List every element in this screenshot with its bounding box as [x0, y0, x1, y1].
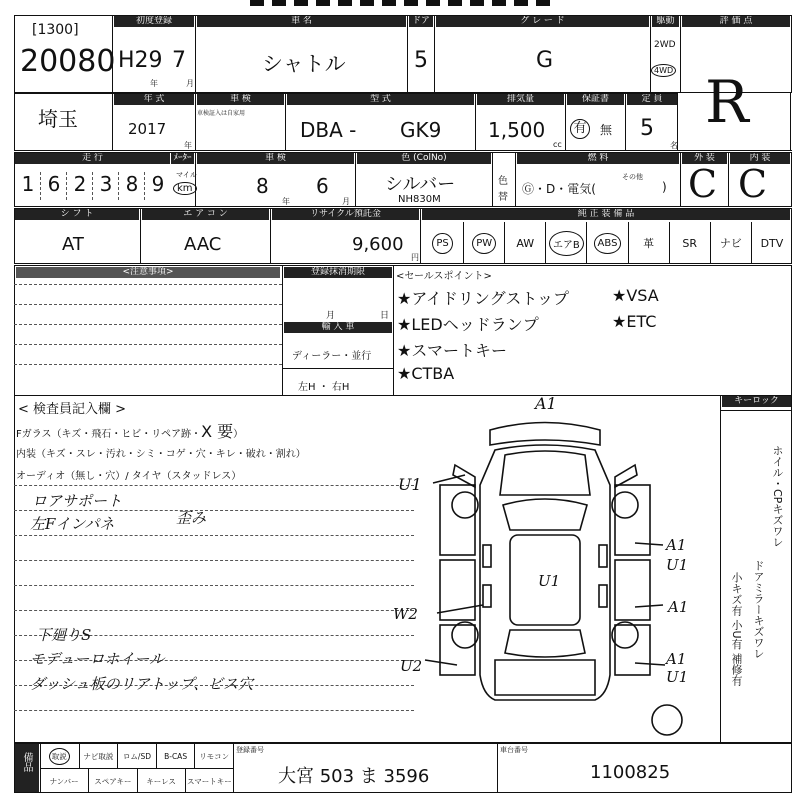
mileage-digit: 3: [94, 172, 119, 200]
capacity-header: 定 員: [627, 94, 677, 105]
car-name: シャトル: [262, 52, 346, 76]
first-reg-era: H29: [118, 48, 163, 73]
shift-header: シ フ ト: [15, 209, 139, 220]
score: R: [705, 68, 749, 136]
diagram-mark-front: A1: [535, 394, 557, 413]
recycle: 9,600: [352, 234, 404, 255]
fuel-other: その他: [622, 173, 643, 181]
inspection-expiry-header: 車 検: [197, 153, 354, 164]
top-title-fragment: [250, 0, 550, 6]
inspection-header: 車 検: [197, 94, 284, 105]
bottom-item: スマートキー: [185, 769, 233, 793]
diagram-mark-roof: U1: [538, 572, 561, 590]
drive-4wd: 4WD: [651, 64, 676, 77]
equipment-item: PW: [463, 222, 504, 264]
diagram-mark-right-bottom-a: A1: [666, 650, 687, 668]
inspection-note: 車検証入は自家用: [197, 110, 246, 117]
diagram-mark-left-front: U1: [398, 475, 422, 494]
cert-no: 無: [600, 123, 613, 137]
keylock-col-1: ホイル・CPキズワレ: [771, 445, 784, 548]
equipment-item: ABS: [586, 222, 627, 264]
keylock-col-2: ドアミラーキズワレ: [752, 560, 765, 659]
bottom-items-row1: [40, 744, 233, 768]
capacity: 5: [640, 116, 654, 141]
drive-header: 駆動: [652, 16, 679, 27]
recycle-header: リサイクル預託金: [272, 209, 419, 220]
fuel-header: 燃 料: [517, 153, 679, 164]
diagram-mark-left-bottom: U2: [400, 657, 423, 675]
handwritten-bracket: 歪み: [176, 509, 207, 527]
score-header: 評 価 点: [682, 16, 790, 27]
first-reg-month-unit: 月: [186, 79, 194, 88]
cert-header: 保証書: [567, 94, 624, 105]
color: シルバー: [385, 174, 456, 195]
equipment-item: AW: [504, 222, 545, 264]
mileage-digit: 9: [151, 172, 165, 196]
import-dealer: ディーラー・並行: [292, 351, 372, 362]
handwritten-note-3: 下廻りS: [36, 626, 92, 644]
recycle-unit: 円: [411, 253, 419, 262]
equipment-item: エアB: [545, 222, 586, 264]
handwritten-note-4: モデューロホイール: [30, 650, 165, 668]
mileage-unit-km: km: [173, 182, 197, 195]
model-year-header: 年 式: [114, 94, 194, 105]
fuel-options: Ⓖ・D・電気(: [522, 182, 596, 196]
displacement-header: 排気量: [477, 94, 564, 105]
mileage-header: 走 行: [15, 153, 170, 164]
color-header: 色 (ColNo): [357, 153, 491, 164]
lot-number: 20080: [20, 44, 116, 79]
bottom-item: 取説: [40, 744, 79, 768]
inspector-line1: Fガラス（キズ・飛石・ヒビ・リペア跡・X 要）: [16, 422, 244, 441]
diagram-mark-right-front-u: U1: [666, 556, 689, 574]
fuel-close: ): [662, 180, 667, 194]
lot-bracket: [1300]: [32, 22, 79, 38]
cert-yes: 有: [570, 119, 590, 139]
doors: 5: [414, 48, 428, 73]
inspection-month-unit: 月: [342, 197, 350, 206]
car-name-header: 車 名: [197, 16, 406, 27]
bottom-items-row2: [40, 769, 233, 793]
model-year: 2017: [128, 120, 167, 138]
ac: AAC: [184, 234, 222, 255]
inspector-title: < 検査員記入欄 >: [18, 402, 127, 417]
inspector-line2: 内装（キズ・スレ・汚れ・シミ・コゲ・穴・キレ・破れ・割れ）: [16, 449, 306, 460]
sales-point-3: ★LEDヘッドランプ: [397, 315, 539, 334]
bottom-item: ナビ取説: [79, 744, 118, 768]
diagram-mark-left-rear: W2: [393, 605, 418, 623]
displacement-unit: cc: [553, 140, 562, 149]
ac-header: エ ア コ ン: [142, 209, 269, 220]
exterior: C: [688, 162, 718, 206]
first-reg-year-unit: 年: [150, 79, 158, 88]
plate-header: 登録番号: [236, 746, 264, 754]
inspection-month: 6: [316, 174, 329, 198]
exterior-header: 外 装: [682, 153, 727, 164]
inspection-year: 8: [256, 174, 269, 198]
notes-header: <注意事項>: [16, 267, 280, 278]
dereg-day: 日: [380, 311, 390, 321]
equipment-item: DTV: [751, 222, 792, 264]
prefecture: 埼玉: [38, 107, 78, 131]
sales-point-4: ★ETC: [612, 312, 657, 331]
bottom-item: リモコン: [194, 744, 233, 768]
dereg-header: 登録抹消期限: [284, 267, 392, 278]
diagram-mark-right-rear: A1: [668, 598, 689, 616]
color-code: NH830M: [398, 194, 441, 205]
handwritten-note-2: 左Fインパネ: [30, 515, 115, 533]
dereg-month: 月: [326, 311, 336, 321]
first-reg-month: 7: [172, 48, 186, 73]
chassis: 1100825: [590, 762, 671, 783]
mileage-digit: 1: [16, 172, 41, 200]
first-reg-header: 初度登録: [114, 16, 194, 27]
equipment-item: ナビ: [710, 222, 751, 264]
keylock-header: キーロック: [722, 396, 791, 407]
handwritten-note-1: ロアサポート: [32, 492, 123, 510]
chassis-header: 車台番号: [500, 746, 528, 754]
bottom-left-label: 備品: [21, 752, 32, 772]
import-handle: 左H ・ 右H: [298, 382, 350, 393]
import-header: 輸 入 車: [284, 322, 392, 333]
inspector-line3: オーディオ（無し・穴）/ タイヤ（スタッドレス）: [16, 471, 242, 482]
sales-point-5: ★スマートキー: [397, 341, 508, 360]
type-code: GK9: [400, 118, 442, 142]
plate: 大宮 503 ま 3596: [278, 766, 430, 787]
displacement: 1,500: [488, 118, 546, 142]
mileage-digit: 8: [120, 172, 145, 200]
bottom-item: スペアキー: [88, 769, 136, 793]
equipment-item: SR: [669, 222, 710, 264]
sales-point-1: ★アイドリングストップ: [397, 289, 569, 308]
bottom-item: キーレス: [137, 769, 185, 793]
color-change-2: 替: [498, 192, 508, 203]
equipment-header: 純 正 装 備 品: [422, 209, 790, 220]
interior-header: 内 装: [730, 153, 790, 164]
diagram-mark-right-front-a: A1: [666, 536, 687, 554]
equipment-list: [422, 222, 792, 264]
doors-header: ドア: [409, 16, 433, 27]
grade: G: [536, 48, 554, 73]
inspection-year-unit: 年: [282, 197, 290, 206]
sales-point-2: ★VSA: [612, 286, 659, 305]
keylock-col-3: 小キズ有 小U有 補修有: [730, 572, 743, 687]
bottom-item: ロム/SD: [117, 744, 156, 768]
sales-header: <セールスポイント>: [396, 271, 492, 282]
mileage-unit-top: マイル: [176, 171, 197, 179]
bottom-item: B-CAS: [156, 744, 195, 768]
mileage-digit: 2: [68, 172, 93, 200]
type-prefix: DBA -: [300, 118, 357, 142]
type-header: 型 式: [287, 94, 474, 105]
meter-header: ﾒｰﾀｰ: [171, 153, 194, 164]
handwritten-note-5: ダッシュ板のリアトップ、ビス穴: [30, 675, 254, 693]
shift: AT: [62, 234, 84, 255]
interior: C: [738, 162, 768, 206]
sales-point-6: ★CTBA: [397, 364, 455, 383]
equipment-item: PS: [422, 222, 463, 264]
drive-2wd: 2WD: [654, 40, 676, 50]
model-year-unit: 年: [184, 141, 192, 150]
color-change-1: 色: [498, 176, 508, 187]
mileage-digit: 6: [42, 172, 67, 200]
diagram-mark-right-bottom-u: U1: [666, 668, 689, 686]
bottom-item: ナンバー: [49, 776, 79, 786]
grade-header: グ レ ー ド: [436, 16, 649, 27]
equipment-item: 革: [628, 222, 669, 264]
capacity-unit: 名: [670, 141, 678, 150]
